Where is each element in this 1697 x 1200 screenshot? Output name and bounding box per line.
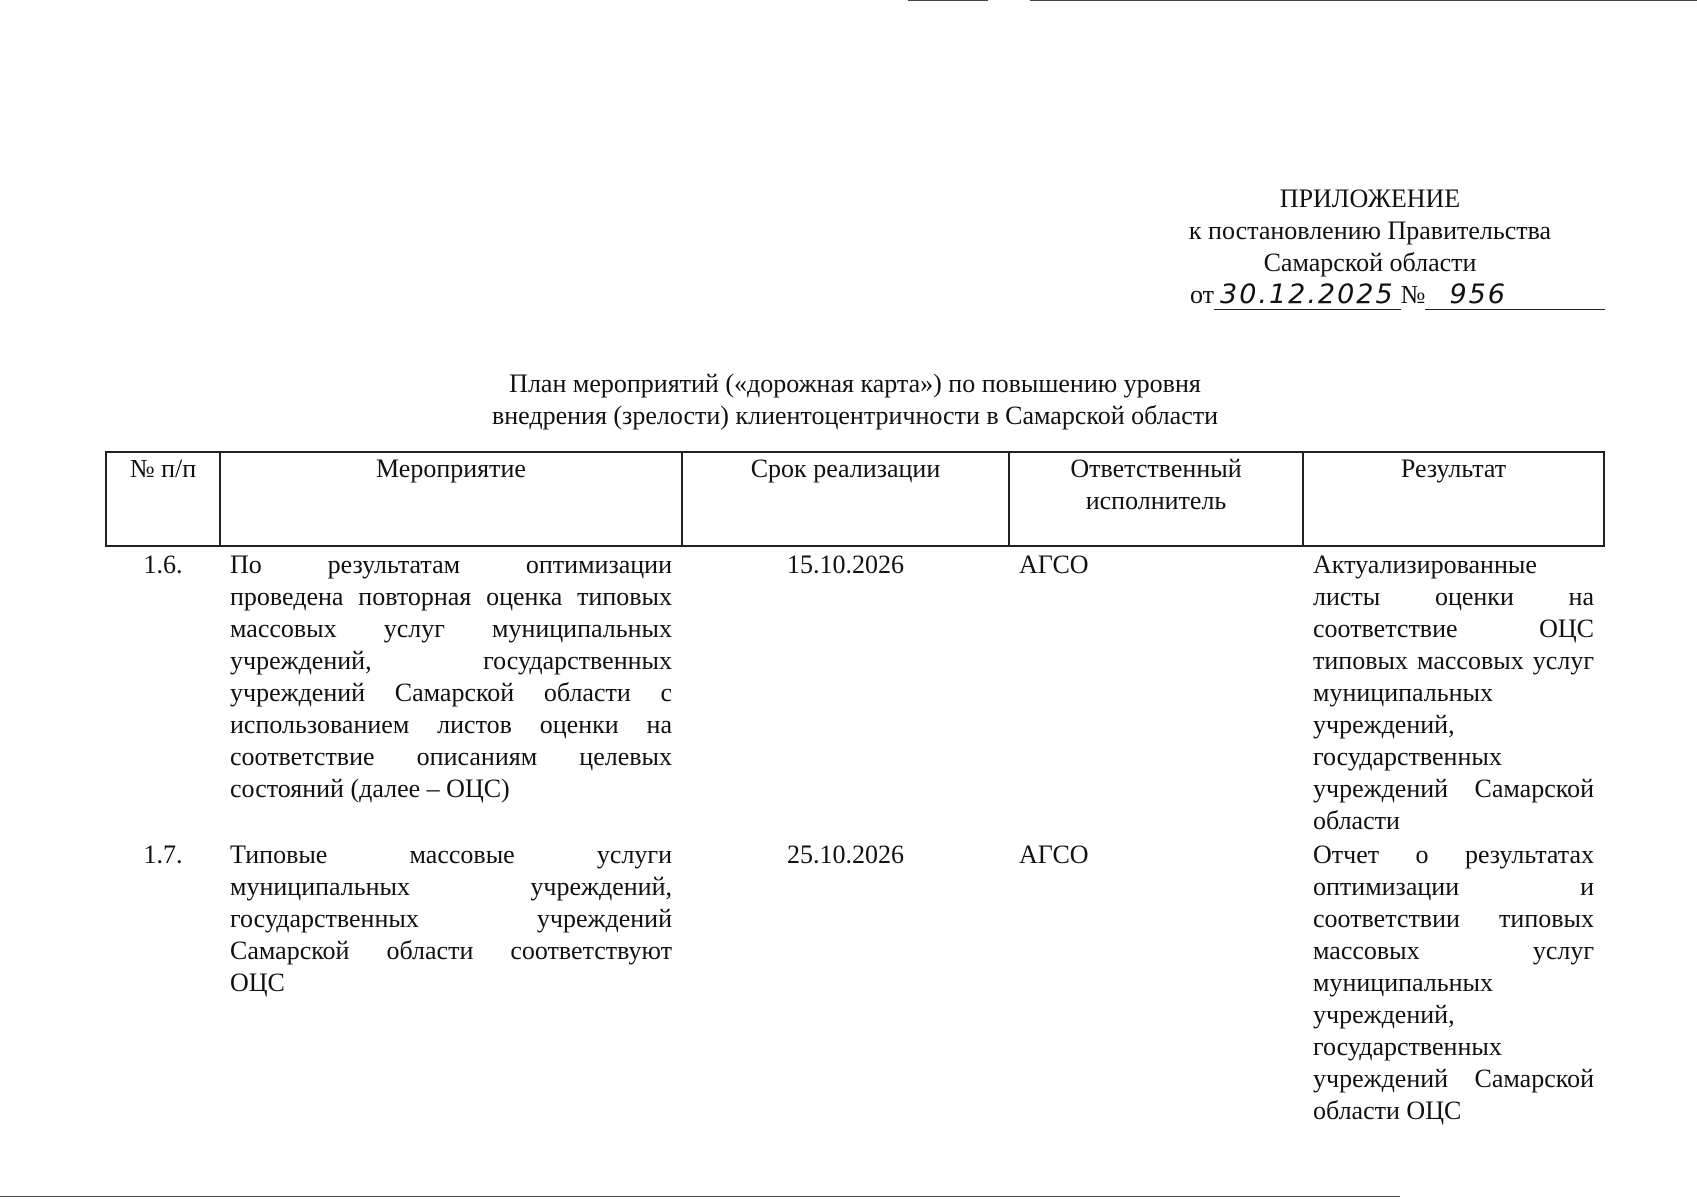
- scan-edge-line: [908, 0, 988, 1]
- row-term: 25.10.2026: [787, 840, 904, 869]
- title-line-1: План мероприятий («дорожная карта») по повышению уровня: [509, 369, 1201, 398]
- number-value: 956: [1425, 281, 1605, 310]
- header-num: № п/п: [106, 452, 220, 546]
- plan-table: [105, 451, 1605, 1127]
- scan-edge-line: [0, 1196, 1400, 1197]
- annex-date-line: [1190, 279, 1610, 311]
- header-result: Результат: [1303, 452, 1604, 546]
- row-num: 1.7.: [143, 840, 183, 869]
- scan-edge-line: [1030, 0, 1697, 1]
- header-term: Срок реализации: [682, 452, 1009, 546]
- annex-block: [1160, 183, 1580, 311]
- row-result: Актуализированные листы оценки на соответствие ОЦС типовых массовых услуг муниципальных учреждений, государственных учреждений Самарской области: [1313, 550, 1594, 835]
- annex-decree-line: к постановлению Правительства: [1188, 216, 1552, 245]
- row-num: 1.6.: [143, 550, 183, 579]
- row-result: Отчет о результатах оптимизации и соответствии типовых массовых услуг муниципальных учреждений, государственных учреждений Самарской области ОЦС: [1313, 840, 1594, 1125]
- table-header-row: [106, 452, 1604, 546]
- title-line-2: внедрения (зрелости) клиентоцентричности в Самарской области: [491, 401, 1219, 430]
- annex-heading: ПРИЛОЖЕНИЕ: [1279, 184, 1461, 213]
- document-title: [400, 368, 1310, 432]
- row-event: По результатам оптимизации проведена повторная оценка типовых массовых услуг муниципальных учреждений, государственных учреждений Самарской области с использованием листов оценки на соответствие описаниям целевых состояний (далее – ОЦС): [230, 550, 672, 803]
- date-value: 30.12.2025: [1214, 281, 1401, 310]
- row-term: 15.10.2026: [787, 550, 904, 579]
- row-responsible: АГСО: [1019, 840, 1089, 869]
- header-event: Мероприятие: [220, 452, 682, 546]
- header-responsible: Ответственный исполнитель: [1009, 452, 1303, 546]
- table-row: [106, 839, 1604, 1127]
- table-row: [106, 546, 1604, 839]
- number-prefix: №: [1400, 280, 1426, 309]
- date-prefix: от: [1190, 280, 1215, 309]
- row-event: Типовые массовые услуги муниципальных учреждений, государственных учреждений Самарской области соответствуют ОЦС: [230, 840, 672, 997]
- annex-region-line: Самарской области: [1263, 248, 1477, 277]
- row-responsible: АГСО: [1019, 550, 1089, 579]
